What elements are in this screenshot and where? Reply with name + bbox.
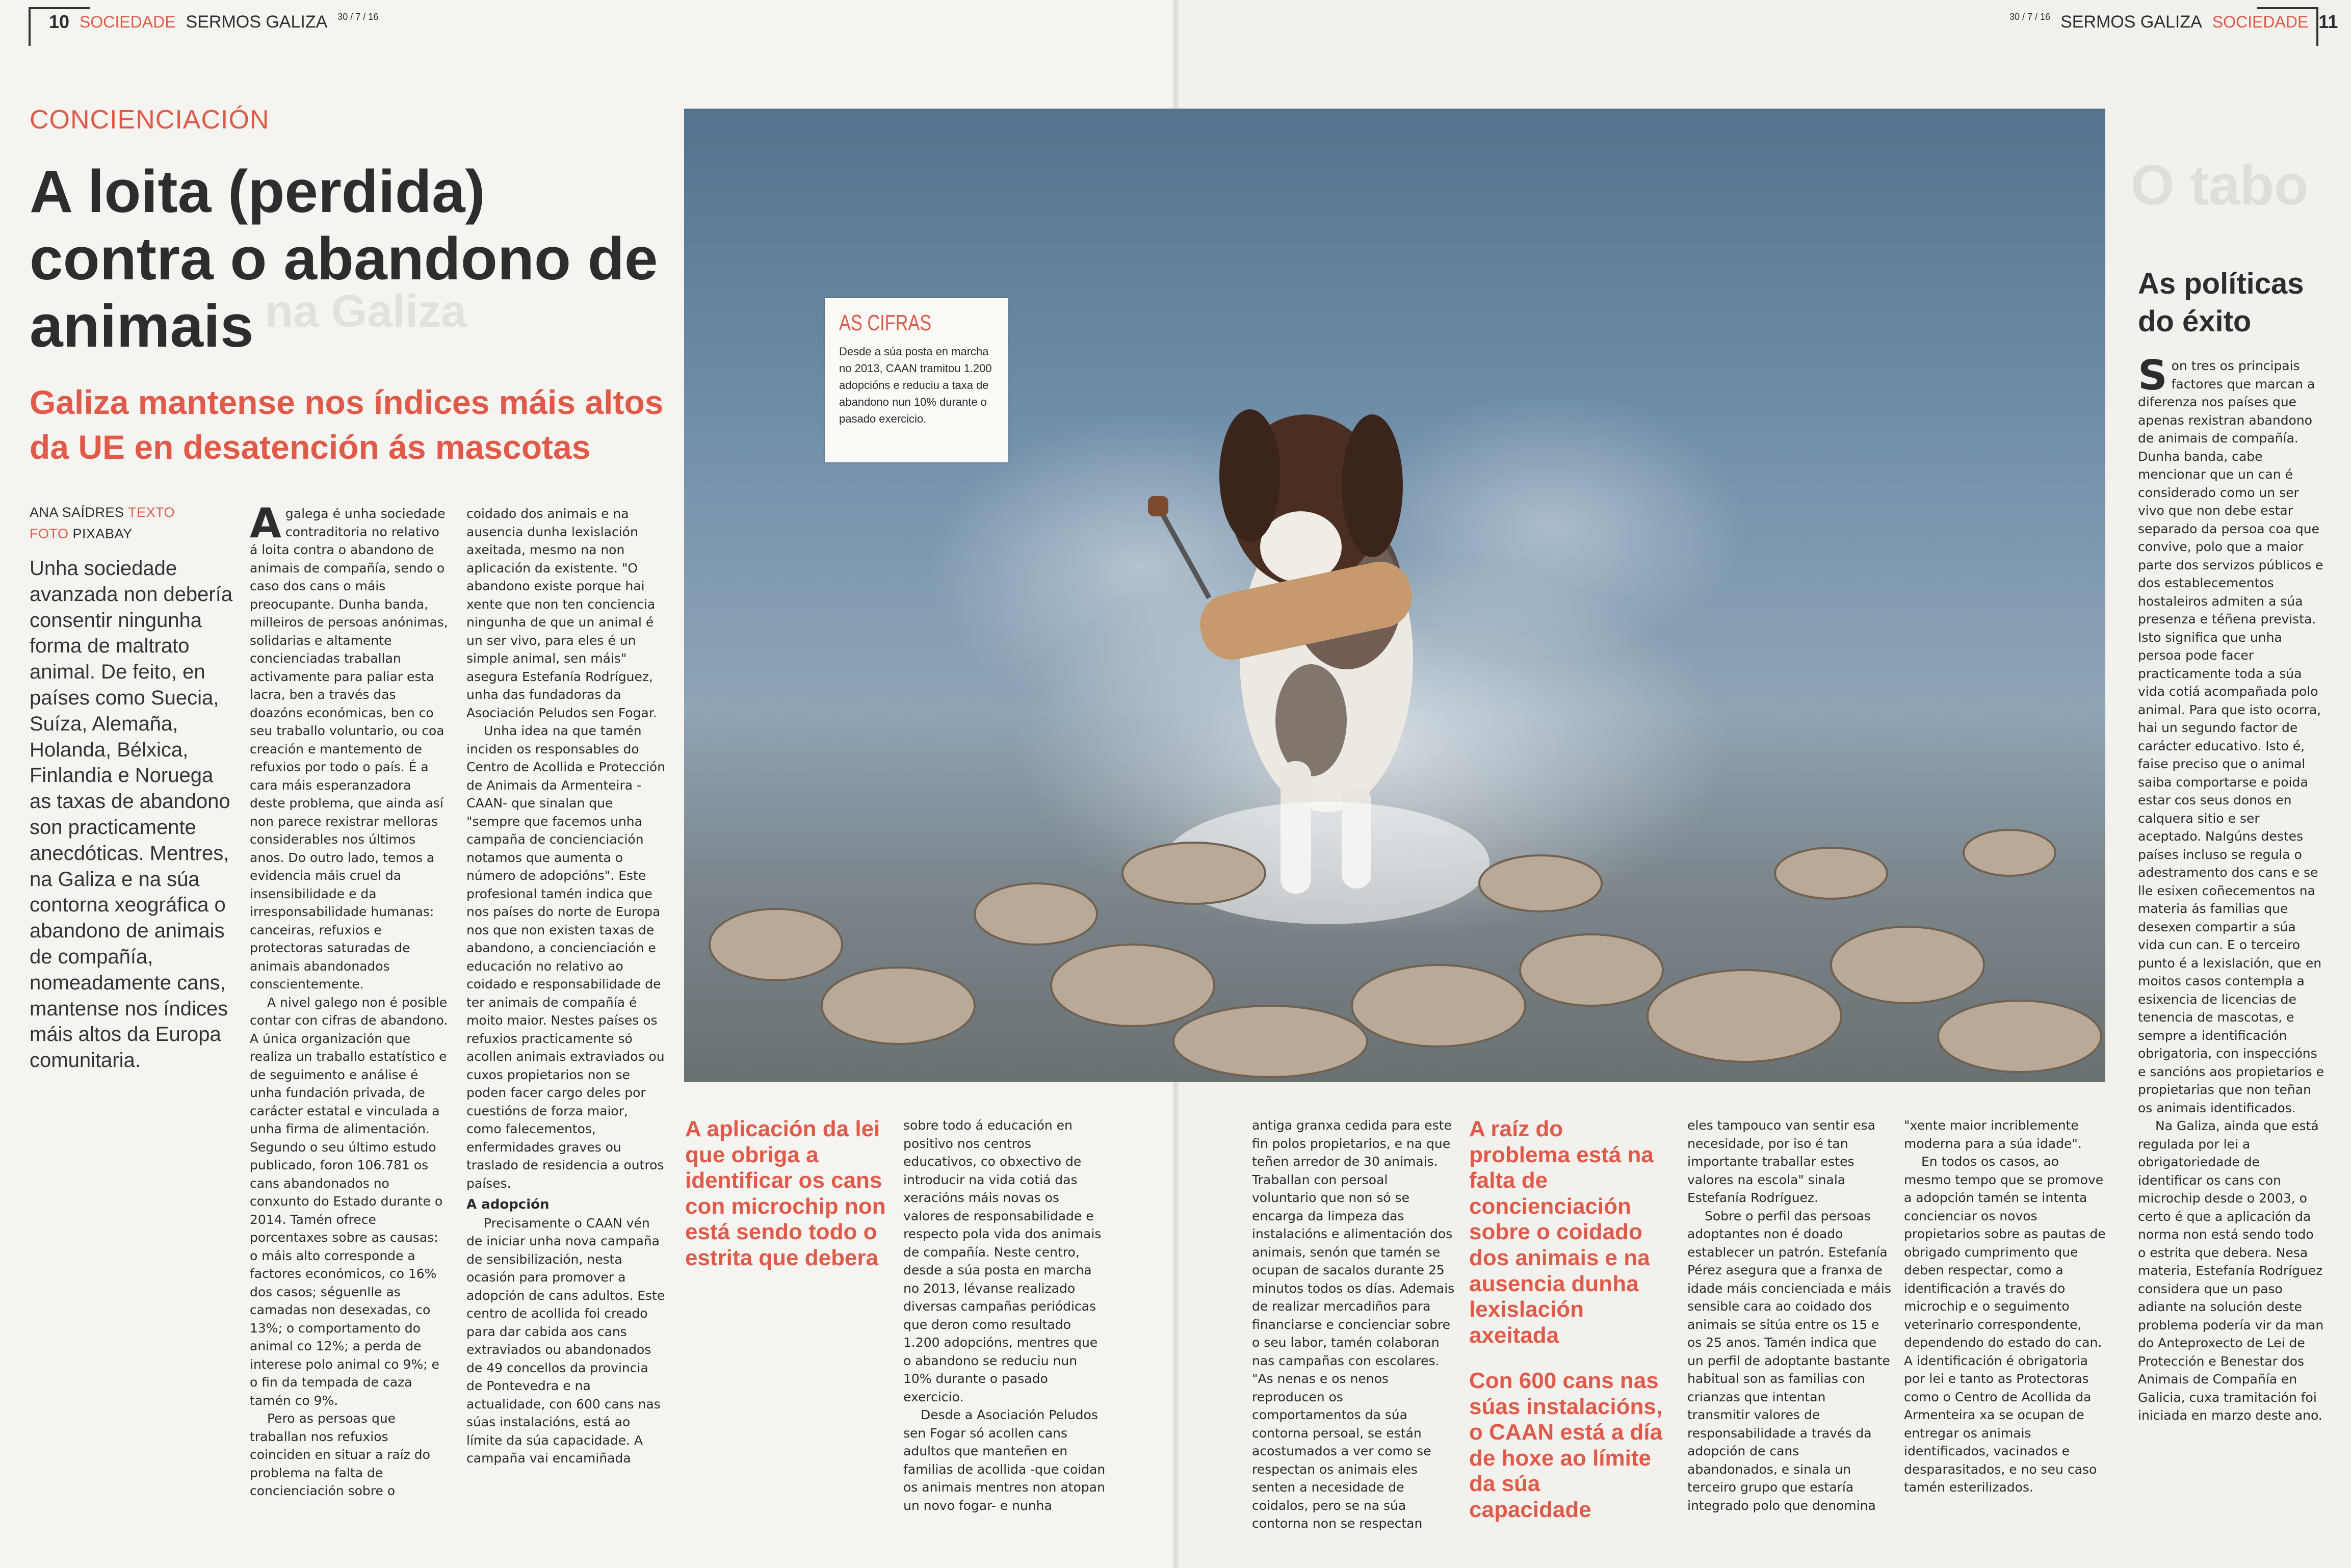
photo-role: FOTO: [30, 526, 69, 541]
byline: [30, 502, 175, 545]
issue-date: 30 / 7 / 16: [337, 11, 379, 22]
show-through-text: na Galiza: [265, 286, 467, 337]
body-column-2: [466, 505, 666, 1468]
body-paragraph: antiga granxa cedida para este fin polos propietarios, e na que teñen arredor de 30 animais. Traballan con persoal voluntario que non só se encarga da limpeza das instalacións e alimentación dos animais, senón que tamén se ocupan de sacalos durante 25 minutos todos os días. Ademais de realizar mercadiños para financiarse e concienciar sobre o seu labor, tamén colaboran nas campañas con escolares. "As nenas e os nenos reproducen os comportamentos da súa contorna persoal, se están acostumados a ver como se respectan os animais eles senten a necesidade de coidalos, pero se na súa contorna non se respectan: [1252, 1118, 1455, 1531]
body-paragraph: En todos os casos, ao mesmo tempo que se promove a adopción tamén se intenta concienciar os novos propietarios sobre as pautas de obrigado cumprimento que deben respectar, como a identificación a través do microchip e o seguimento veterinario correspondente, dependendo do estado do can. A identificación é obrigatoria por lei e tanto as Protectoras como o Centro de Acollida da Armenteira xa se ocupan de entregar os animais identificados, vacinados e desparasitados, e no seu caso tamén esterilizados.: [1904, 1154, 2106, 1495]
corner-mark-left: [29, 7, 31, 46]
folio-right: [2009, 11, 2338, 33]
article-intro: Unha sociedade avanzada non debería consentir ningunha forma de maltrato animal. De feito, en países como Suecia, Suíza, Alemaña, Holanda, Bélxica, Finlandia e Noruega as taxas de abandono son practicamente anecdóticas. Mentres, na Galiza e na súa contorna xeográfica o abandono de animais de compañía, nomeadamente cans, mantense nos índices máis altos da Europa comunitaria.: [30, 557, 233, 1072]
issue-date: 30 / 7 / 16: [2009, 11, 2051, 22]
publication-name: SERMOS GALIZA: [2060, 12, 2202, 32]
figures-box-text: Desde a súa posta en marcha no 2013, CAAN tramitou 1.200 adopcións e reduciu a taxa de abandono nun 10% durante o pasado exercicio.: [839, 345, 992, 425]
photo-credit: PIXABAY: [72, 526, 133, 541]
figures-box: [825, 298, 1008, 462]
pull-quote-3: Con 600 cans nas súas instalacións, o CAAN está a día de hoxe ao límite da súa capacidade: [1469, 1368, 1663, 1522]
body-column-4: [1252, 1116, 1456, 1533]
subheading: A adopción: [466, 1197, 550, 1212]
pull-quote-2: A raíz do problema está na falta de concienciación sobre o coidado dos animais e na ausencia dunha lexislación axeitada: [1469, 1116, 1654, 1348]
page-number: 10: [49, 11, 70, 32]
body-paragraph: Unha idea na que tamén inciden os responsables do Centro de Acollida e Protección de Animais da Armenteira -CAAN- que sinalan que "sempre que facemos unha campaña de concienciación notamos que aumenta o número de adopcións". Este profesional tamén indica que nos países do norte de Europa nos que non existen taxas de abandono, a concienciación e educación no relativo ao coidado e responsabilidade de ter animais de compañía é moito maior. Nestes países os refuxios practicamente só acollen animais extraviados ou cuxos propietarios non se poden facer cargo deles por cuestións de forza maior, como falecementos, enfermidades graves ou traslado de residencia a outros países.: [466, 723, 666, 1191]
body-paragraph: Desde a Asociación Peludos sen Fogar só acollen cans adultos que manteñen en familias de acollida -que coidan os animais mentres non atopan un novo fogar- e nunha: [903, 1407, 1106, 1513]
body-paragraph: sobre todo á educación en positivo nos centros educativos, co obxectivo de introducir na vida cotiá das xeracións máis novas os valores de responsabilidade e respecto pola vida dos animais de compañía. Neste centro, desde a súa posta en marcha no 2013, lévanse realizado diversas campañas periódicas que deron como resultado 1.200 adopcións, mentres que o abandono se reduciu nun 10% durante o pasado exercicio.: [903, 1118, 1102, 1404]
sidebar-paragraph: on tres os principais factores que marcan a diferenza nos países que apenas rexistran abandono de animais de compañía. Dunha banda, cabe mencionar que un can é considerado como un ser vivo que non debe estar separado da persoa coa que convive, polo que a maior parte dos servizos públicos e dos establecementos hostaleiros admiten a súa presenza e téñena prevista. Isto significa que unha persoa pode facer practicamente toda a súa vida cotiá acompañada polo animal. Para que isto ocorra, hai un segundo factor de carácter educativo. Isto é, faise preciso que o animal saiba comportarse e poida estar cos seus donos en calquera sitio e ser aceptado. Nalgúns destes países incluso se regula o adestramento dos cans e se lle esixen coñecementos na materia ás familias que desexen compartir a súa vida cun can. E o terceiro punto é a lexislación, que en moitos casos contempla a esixencia de licencias de tenencia de mascotas, e sempre a identificación obrigatoria, con inspeccións e sancións aos propietarios e propietarias que non teñan os animais identificados.: [2138, 358, 2324, 1115]
body-paragraph: coidado dos animais e na ausencia dunha lexislación axeitada, mesmo na non aplicación da existente. "O abandono existe porque hai xente que non ten conciencia ningunha de que un animal é un ser vivo, para eles é un simple animal, sen máis" asegura Estefanía Rodríguez, unha das fundadoras da Asociación Peludos sen Fogar.: [466, 506, 657, 720]
section-label: SOCIEDADE: [2212, 12, 2309, 31]
body-paragraph: galega é unha sociedade contraditoria no relativo á loita contra o abandono de animais de compañía, sendo o caso dos cans o máis preocupante. Dunha banda, milleiros de persoas anónimas, solidarias e altamente concienciadas traballan activamente para paliar esta lacra, ben a través das doazóns económicas, ben co seu traballo voluntario, ou coa creación e mantemento de refuxios por todo o país. É a cara máis esperanzadora deste problema, que ainda así non parece rexistrar melloras considerables nos últimos anos. Do outro lado, temos a evidencia máis cruel da insensibilidade e da irresponsabilidade humanas: canceiras, refuxios e protectoras saturadas de animais abandonados conscientemente.: [250, 506, 448, 991]
body-paragraph: Pero as persoas que traballan nos refuxios coinciden en situar a raíz do problema na falta de concienciación sobre o: [250, 1411, 430, 1498]
body-paragraph: "xente maior incriblemente moderna para a súa idade".: [1904, 1118, 2082, 1151]
body-paragraph: eles tampouco van sentir esa necesidade, por iso é tan importante traballar estes valores na escola" sinala Estefanía Rodríguez.: [1687, 1118, 1876, 1205]
author-name: ANA SAÍDRES: [30, 505, 124, 520]
section-label: SOCIEDADE: [80, 12, 176, 31]
page-number: 11: [2318, 11, 2338, 32]
show-through-text-right: O tabo: [2131, 154, 2309, 217]
pull-quote-1: A aplicación da lei que obriga a identificar os cans con microchip non está sendo todo o estrita que debera: [685, 1116, 886, 1270]
body-column-5: [1687, 1116, 1891, 1514]
dog-photo: [684, 109, 2105, 1082]
sidebar-headline: As políticas do éxito: [2138, 267, 2304, 338]
figures-box-title: AS CIFRAS: [839, 310, 932, 335]
publication-name: SERMOS GALIZA: [186, 12, 328, 32]
author-role: TEXTO: [128, 505, 175, 520]
body-column-1: [250, 500, 450, 1500]
drop-cap: A: [250, 500, 281, 547]
corner-mark-right-top: [2257, 7, 2318, 9]
folio-left: [49, 11, 378, 33]
body-paragraph: A nivel galego non é posible contar con cifras de abandono. A única organización que realiza un traballo estatístico e de seguimento e análise é unha fundación privada, de carácter estatal e vinculada a unha firma de alimentación. Segundo o seu último estudo publicado, foron 106.781 os cans abandonados no conxunto do Estado durante o 2014. Tamén ofrece porcentaxes sobre as causas: o máis alto corresponde a factores económicos, co 16% dos casos; séguenlle as camadas non desexadas, co 13%; o comportamento do animal co 12%; a perda de interese polo animal co 9%; e o fin da tempada de caza tamén co 9%.: [250, 995, 448, 1408]
body-paragraph: Sobre o perfil das persoas adoptantes non é doado establecer un patrón. Estefanía Pérez asegura que a franxa de idade máis concienciada e máis sensible cara ao coidado dos animais se sitúa entre os 15 e os 25 anos. Tamén indica que un perfil de adoptante bastante habitual son as familias con crianzas que intentan transmitir valores de responsabilidade a través da adopción de cans abandonados, e sinala un terceiro grupo que estaría integrado polo que denomina: [1687, 1208, 1891, 1513]
article-deck: Galiza mantense nos índices máis altos da UE en desatención ás mascotas: [30, 383, 664, 466]
dog-photo-illustration: [684, 109, 2105, 1082]
article-kicker: CONCIENCIACIÓN: [30, 105, 270, 135]
corner-mark-left-top: [29, 7, 90, 9]
sidebar-column: [2138, 352, 2324, 1425]
sidebar-paragraph: Na Galiza, ainda que está regulada por lei a obrigatoriedade de identificar os cans con microchip desde o 2003, o certo é que a aplicación da norma non está sendo todo o estrita que debera. Nesa materia, Estefanía Rodríguez considera que un paso adiante na solución deste problema podería vir da man do Anteproxecto de Lei de Protección e Benestar dos Animais de Compañía en Galicia, cuxa tramitación foi iniciada en marzo deste ano.: [2138, 1118, 2324, 1423]
body-column-6: [1904, 1116, 2108, 1497]
body-column-3: [903, 1116, 1107, 1514]
article-headline: A loita (perdida) contra o abandono de animais: [30, 158, 658, 360]
body-paragraph: Precisamente o CAAN vén de iniciar unha nova campaña de sensibilización, nesta ocasión para promover a adopción de cans adultos. Este centro de acollida foi creado para dar cabida aos cans extraviados ou abandonados de 49 concellos da provincia de Pontevedra e na actualidade, con 600 cans nas súas instalacións, está ao límite da súa capacidade. A campaña vai encamiñada: [466, 1215, 665, 1466]
drop-cap: S: [2138, 352, 2167, 399]
